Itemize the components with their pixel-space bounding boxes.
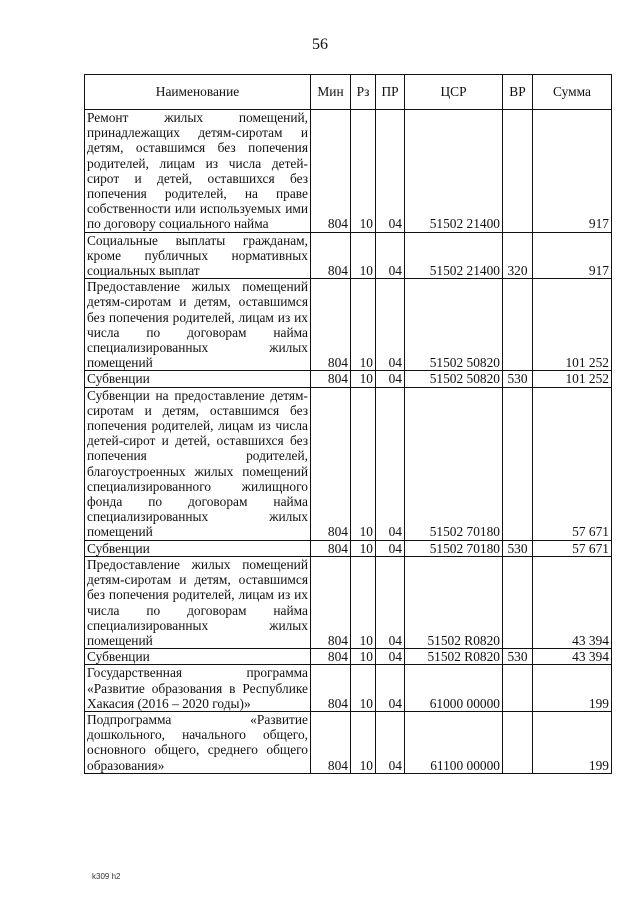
row-rz: 10 [351,649,376,665]
row-sum: 57 671 [533,387,612,540]
row-min: 804 [311,110,351,233]
row-pr: 04 [376,232,405,279]
header-sum: Сумма [533,75,612,110]
row-name: Государственная программа «Развитие образования в Республике Хакасия (2016 – 2020 годы)» [85,665,311,712]
table-row [85,711,612,773]
row-name: Предоставление жилых помещений детям-сиротам и детям, оставшимся без попечения родителей, лицам из их числа по договорам найма специализированных жилых помещений [85,556,311,648]
row-csr: 51502 21400 [405,110,503,233]
row-vr [503,387,533,540]
row-name: Подпрограмма «Развитие дошкольного, начального общего, основного общего, среднего общего образования» [85,711,311,773]
row-name: Субвенции на предоставление детям-сиротам и детям, оставшимся без попечения родителей, лицам из числа детей-сирот и детей, оставшихся без попечения родителей, благоустроенных жилых помещений специализированного жилищного фонда по договорам найма специализированных жилых помещений [85,387,311,540]
row-min: 804 [311,232,351,279]
row-min: 804 [311,711,351,773]
table-row [85,649,612,665]
row-sum: 101 252 [533,279,612,371]
row-min: 804 [311,371,351,387]
row-rz: 10 [351,387,376,540]
row-rz: 10 [351,556,376,648]
row-pr: 04 [376,371,405,387]
row-sum: 917 [533,110,612,233]
row-vr: 530 [503,371,533,387]
row-vr: 530 [503,540,533,556]
table-row [85,232,612,279]
row-csr: 51502 R0820 [405,649,503,665]
row-csr: 61000 00000 [405,665,503,712]
header-vr: ВР [503,75,533,110]
row-csr: 51502 70180 [405,540,503,556]
row-pr: 04 [376,279,405,371]
row-min: 804 [311,279,351,371]
row-csr: 51502 21400 [405,232,503,279]
table-row [85,540,612,556]
row-min: 804 [311,540,351,556]
row-name: Субвенции [85,649,311,665]
row-name: Предоставление жилых помещений детям-сиротам и детям, оставшимся без попечения родителей, лицам из их числа по договорам найма специализированных жилых помещений [85,279,311,371]
table-row [85,665,612,712]
row-csr: 51502 R0820 [405,556,503,648]
table-row [85,371,612,387]
header-rz: Рз [351,75,376,110]
row-vr [503,110,533,233]
row-sum: 43 394 [533,649,612,665]
page-number: 56 [312,36,328,53]
row-pr: 04 [376,649,405,665]
row-name: Субвенции [85,371,311,387]
row-csr: 61100 00000 [405,711,503,773]
row-pr: 04 [376,711,405,773]
row-vr [503,556,533,648]
row-name: Ремонт жилых помещений, принадлежащих детям-сиротам и детям, оставшимся без попечения родителей, лицам из числа детей-сирот и детей, оставшихся без попечения родителей, на праве собственности или используемых ими по договору социального найма [85,110,311,233]
row-name: Субвенции [85,540,311,556]
row-rz: 10 [351,371,376,387]
row-rz: 10 [351,279,376,371]
footer-code: k309 h2 [92,872,121,881]
row-min: 804 [311,556,351,648]
row-min: 804 [311,649,351,665]
header-pr: ПР [376,75,405,110]
row-sum: 57 671 [533,540,612,556]
row-vr [503,279,533,371]
budget-table [84,74,612,774]
table-row [85,279,612,371]
row-csr: 51502 70180 [405,387,503,540]
row-vr [503,665,533,712]
row-vr: 320 [503,232,533,279]
table-row [85,387,612,540]
row-sum: 199 [533,711,612,773]
row-pr: 04 [376,540,405,556]
row-sum: 43 394 [533,556,612,648]
row-rz: 10 [351,540,376,556]
table-row [85,556,612,648]
row-name: Социальные выплаты гражданам, кроме публичных нормативных социальных выплат [85,232,311,279]
row-vr [503,711,533,773]
row-rz: 10 [351,665,376,712]
row-sum: 917 [533,232,612,279]
row-pr: 04 [376,665,405,712]
row-pr: 04 [376,556,405,648]
row-min: 804 [311,665,351,712]
table-header-row [85,75,612,110]
row-sum: 101 252 [533,371,612,387]
row-rz: 10 [351,711,376,773]
row-vr: 530 [503,649,533,665]
header-name: Наименование [85,75,311,110]
row-sum: 199 [533,665,612,712]
row-csr: 51502 50820 [405,279,503,371]
row-csr: 51502 50820 [405,371,503,387]
row-min: 804 [311,387,351,540]
row-rz: 10 [351,110,376,233]
header-csr: ЦСР [405,75,503,110]
row-pr: 04 [376,110,405,233]
header-min: Мин [311,75,351,110]
row-rz: 10 [351,232,376,279]
table-row [85,110,612,233]
row-pr: 04 [376,387,405,540]
